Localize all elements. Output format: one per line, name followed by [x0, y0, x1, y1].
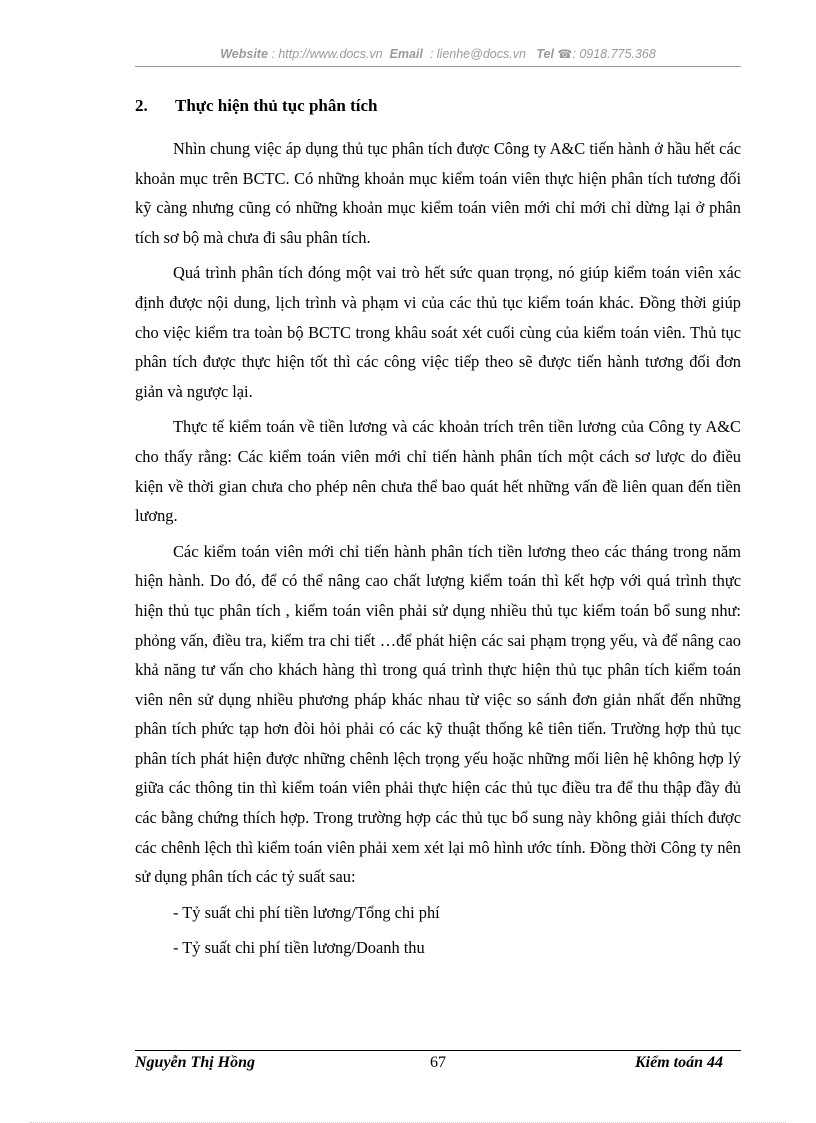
- header-divider: [135, 66, 741, 67]
- email-label: Email: [389, 47, 423, 61]
- page-footer: [135, 1054, 741, 1076]
- tel-value: : 0918.775.368: [572, 47, 656, 61]
- paragraph: Nhìn chung việc áp dụng thủ tục phân tích được Công ty A&C tiến hành ở hầu hết các khoản mục trên BCTC. Có những khoản mục kiểm toán viên thực hiện phân tích tương đối kỹ càng nhưng cũng có những khoản mục kiểm toán viên mới chỉ mới chỉ dừng lại ở phân tích sơ bộ mà chưa đi sâu phân tích.: [135, 139, 741, 247]
- list-item: - Tỷ suất chi phí tiền lương/Tổng chi phí: [173, 902, 440, 922]
- page-number: 67: [430, 1054, 446, 1071]
- tel-label: Tel: [536, 47, 554, 61]
- email-link[interactable]: : lienhe@docs.vn: [429, 47, 526, 61]
- website-label: Website: [220, 47, 268, 61]
- document-body: [135, 134, 741, 969]
- paragraph: Quá trình phân tích đóng một vai trò hết sức quan trọng, nó giúp kiểm toán viên xác định được nội dung, lịch trình và phạm vi của các thủ tục kiểm toán khác. Đồng thời giúp cho việc kiểm tra toàn bộ BCTC trong khâu soát xét cuối cùng của kiểm toán viên. Thủ tục phân tích được thực hiện tốt thì các công việc tiếp theo sẽ được tiến hành tương đối đơn giản và ngược lại.: [135, 263, 741, 401]
- footer-author: Nguyễn Thị Hồng: [135, 1054, 256, 1071]
- section-title: Thực hiện thủ tục phân tích: [175, 96, 378, 115]
- section-number: 2.: [135, 96, 148, 115]
- page-header: [135, 47, 741, 61]
- footer-department: Kiểm toán 44: [634, 1054, 723, 1071]
- section-heading: [135, 96, 377, 116]
- footer-divider: [135, 1050, 741, 1051]
- website-link[interactable]: : http://www.docs.vn: [271, 47, 383, 61]
- paragraph: Thực tế kiểm toán về tiền lương và các khoản trích trên tiền lương của Công ty A&C cho thấy rằng: Các kiểm toán viên mới chỉ tiến hành phân tích một cách sơ lược do điều kiện về thời gian chưa cho phép nên chưa thể bao quát hết những vấn đề liên quan đến tiền lương.: [135, 417, 741, 526]
- paragraph: Các kiểm toán viên mới chỉ tiến hành phân tích tiền lương theo các tháng trong năm hiện hành. Do đó, để có thể nâng cao chất lượng kiểm toán thì kết hợp với quá trình thực hiện thủ tục phân tích , kiểm toán viên phải sử dụng nhiều thủ tục kiểm toán bổ sung như: phỏng vấn, điều tra, kiểm tra chi tiết …để phát hiện các sai phạm trọng yếu, và để nâng cao khả năng tư vấn cho khách hàng thì trong quá trình thực hiện thủ tục phân tích kiểm toán viên nên sử dụng nhiều phương pháp khác nhau từ việc so sánh đơn giản nhất đến những phân tích phức tạp hơn đòi hỏi phải có các kỹ thuật thống kê tiên tiến. Trường hợp thủ tục phân tích phát hiện được những chênh lệch trọng yếu hoặc những mối liên hệ không hợp lý giữa các thông tin thì kiểm toán viên phải thực hiện các thủ tục điều tra để thu thập đầy đủ các bằng chứng thích hợp. Trong trường hợp các thủ tục bổ sung này không giải thích được các chênh lệch thì kiểm toán viên phải xem xét lại mô hình ước tính. Đồng thời Công ty nên sử dụng phân tích các tỷ suất sau:: [135, 541, 741, 887]
- list-item: - Tỷ suất chi phí tiền lương/Doanh thu: [173, 938, 425, 958]
- phone-icon: ☎: [557, 47, 573, 61]
